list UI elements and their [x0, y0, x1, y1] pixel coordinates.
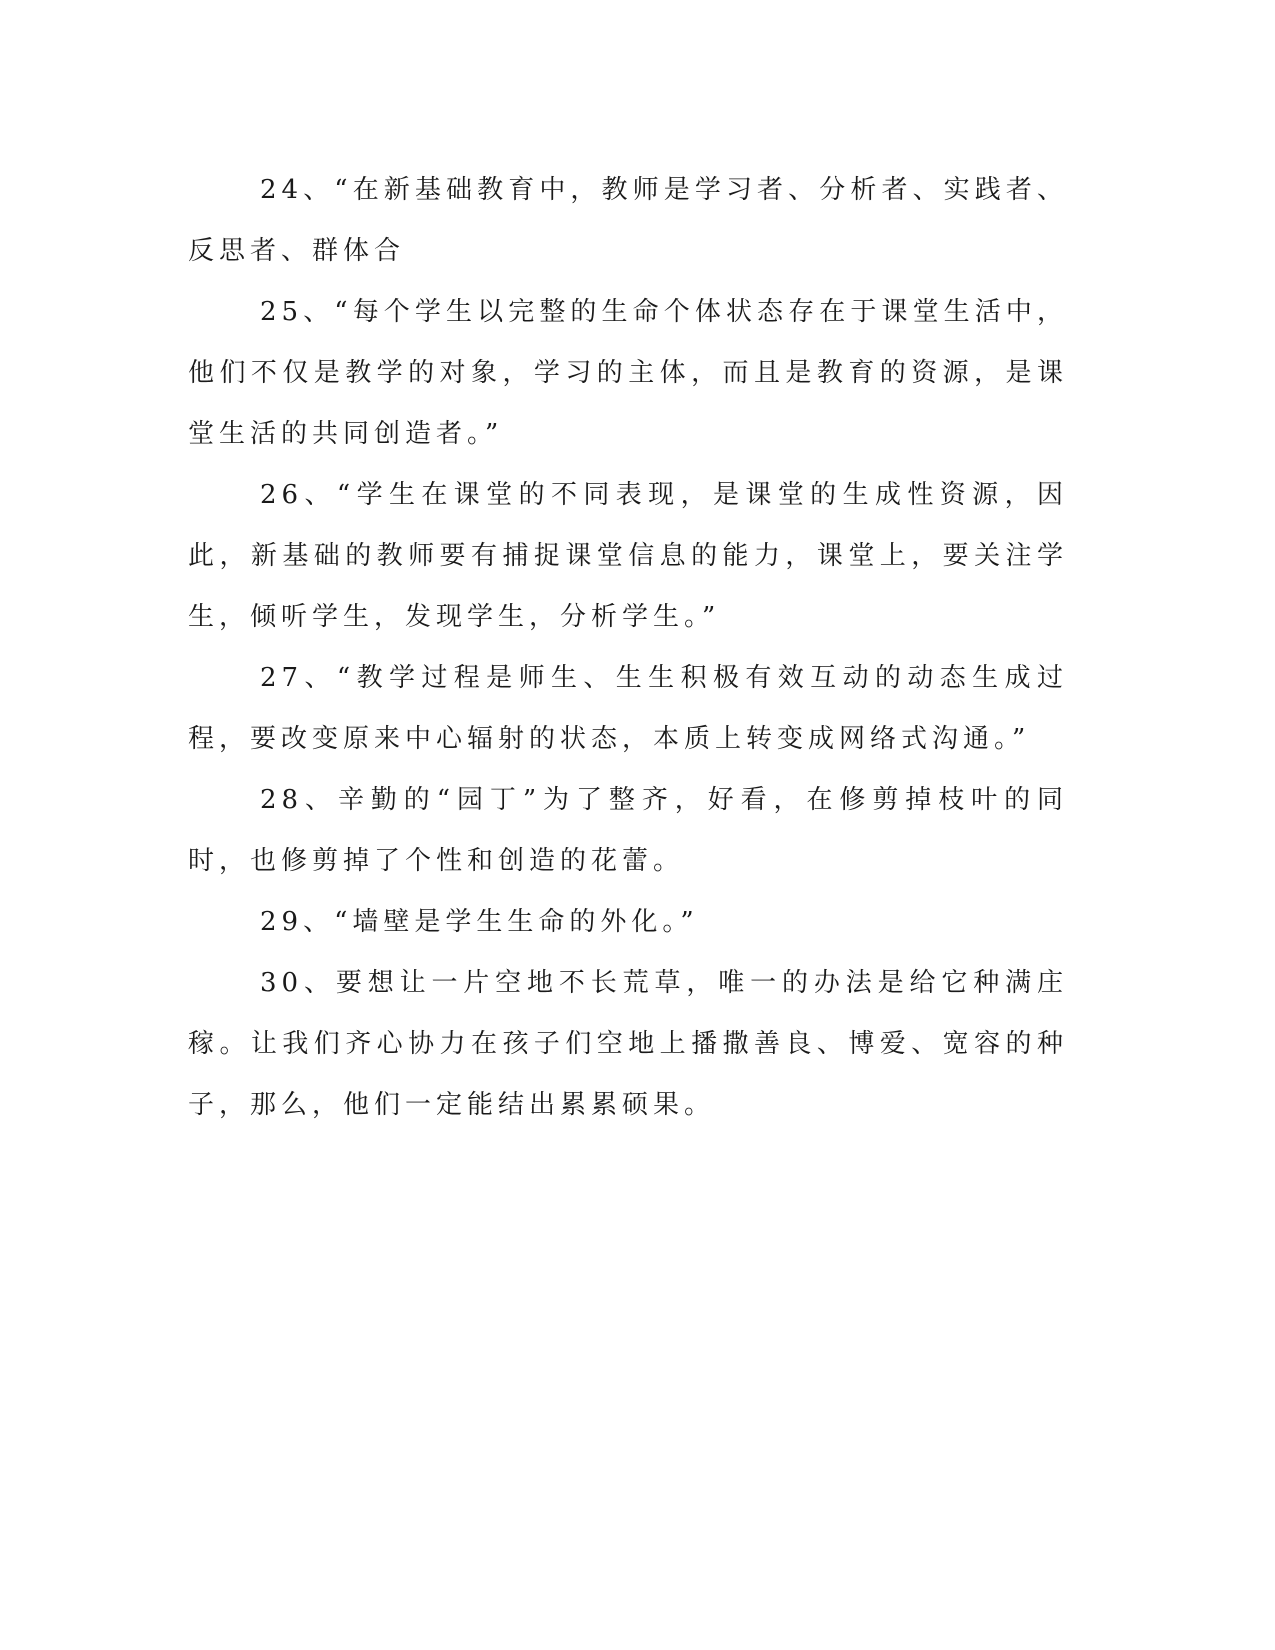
paragraph-28: 28、辛勤的“园丁”为了整齐，好看，在修剪掉枝叶的同时，也修剪掉了个性和创造的花蕾。	[188, 785, 1068, 876]
paragraph-26: 26、“学生在课堂的不同表现，是课堂的生成性资源，因此，新基础的教师要有捕捉课堂信息的能力，课堂上，要关注学生，倾听学生，发现学生，分析学生。”	[188, 480, 1068, 632]
paragraph-29: 29、“墙壁是学生生命的外化。”	[260, 907, 699, 937]
paragraph-30: 30、要想让一片空地不长荒草，唯一的办法是给它种满庄稼。让我们齐心协力在孩子们空地上播撒善良、博爱、宽容的种子，那么，他们一定能结出累累硕果。	[188, 968, 1068, 1120]
paragraph-27: 27、“教学过程是师生、生生积极有效互动的动态生成过程，要改变原来中心辐射的状态，本质上转变成网络式沟通。”	[188, 663, 1068, 754]
document-body	[188, 160, 1068, 1136]
paragraph-24: 24、“在新基础教育中，教师是学习者、分析者、实践者、反思者、群体合	[188, 175, 1068, 266]
paragraph-25: 25、“每个学生以完整的生命个体状态存在于课堂生活中，他们不仅是教学的对象，学习的主体，而且是教育的资源，是课堂生活的共同创造者。”	[188, 297, 1068, 449]
